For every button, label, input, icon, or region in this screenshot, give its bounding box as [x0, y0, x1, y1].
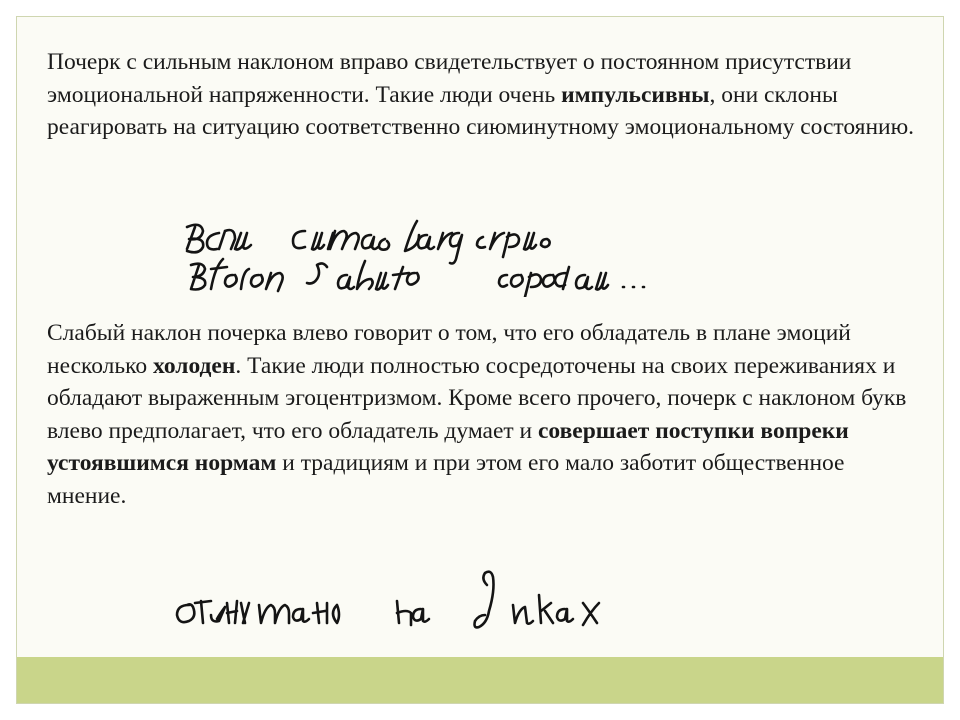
- handwriting1-line1: [187, 221, 550, 264]
- paragraph2-text-after: и традициям и при этом его мало заботит общественное мнение.: [47, 450, 845, 509]
- paragraph2-text-middle: . Такие люди полностью сосредоточены на своих переживаниях и обладают выраженным эгоцентризмом. Кроме всего прочего, почерк с наклоном букв влево предполагает, что его обладатель думает и: [47, 352, 907, 444]
- footer-accent-bar: [17, 657, 943, 703]
- paragraph1-text-after: , они склоны реагировать на ситуацию соответственно сиюминутному эмоциональному состоянию.: [47, 81, 915, 140]
- paragraph1-bold-term: импульсивны: [561, 81, 710, 108]
- paragraph-right-slant: [47, 46, 927, 144]
- handwriting2-line: [177, 572, 599, 628]
- handwriting-sample-right-slant: [167, 187, 767, 297]
- paragraph2-bold-term: холоден: [152, 352, 236, 379]
- paragraph-left-slant: [47, 317, 927, 512]
- paragraph2-bold-phrase: совершает поступки вопреки устоявшимся нормам: [47, 417, 849, 476]
- paragraph1-text-before: Почерк с сильным наклоном вправо свидетельствует о постоянном присутствии эмоциональной напряженности. Такие люди очень: [47, 49, 852, 108]
- handwriting-sample-left-slant: [167, 565, 747, 645]
- slide: [16, 16, 944, 704]
- handwriting1-line2: [191, 259, 644, 297]
- paragraph2-text-before: Слабый наклон почерка влево говорит о том, что его обладатель в плане эмоций несколько: [47, 320, 851, 379]
